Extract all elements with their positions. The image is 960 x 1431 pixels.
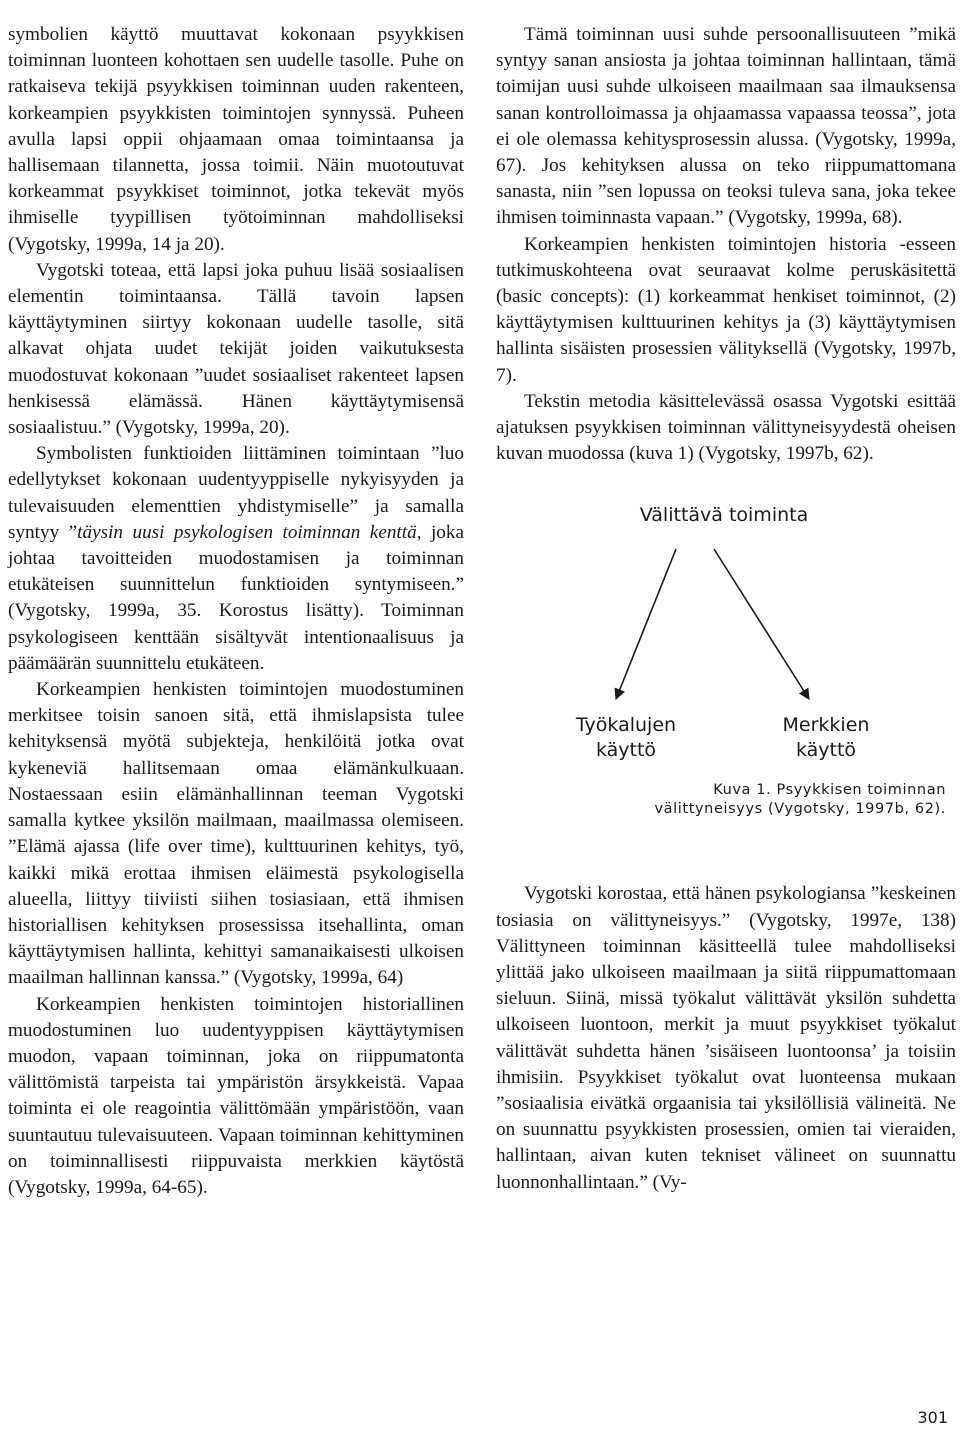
paragraph: Korkeampien henkisten toimintojen muodostuminen merkitsee toisin sanoen sitä, että ihmislapsista tulee kehityksensä myötä subjekteja, henkilöitä jotka ovat kykeneviä hallitsemaan omaa elämänkulkuaan. Nostaessaan esiin elämänhallinnan teeman Vygotski samalla kytkee yksilön mailmaan, maailmassa olemiseen. ”Elämä ajassa (life over time), kulttuurinen kehitys, työ, kaikki mikä erottaa ihmisen eläimestä psykologisella alueella, liittyy tiiviisti siihen tosiasiaan, että ihmisen historiallisen kehityksen prosessissa itsehallinta, oman käyttäytymisen hallinta, kehittyi samanaikaisesti ulkoisen maailman hallinnan kanssa.” (Vygotsky, 1999a, 64)	[8, 679, 464, 989]
paragraph-text: , joka johtaa tavoitteiden muodostamisen ja toiminnan etukäteisen suunnittelun funktioiden syntymiseen.” (Vygotsky, 1999a, 35. Korostus lisätty). Toiminnan psykologiseen kenttään sisältyvät intentionaalisuus ja päämäärän suunnittelu etukäteen.	[8, 521, 464, 674]
label-line: Työkalujen	[575, 714, 677, 737]
emphasis-text: täysin uusi psykologisen toiminnan kenttä	[77, 521, 417, 543]
figure-mediation-diagram	[496, 481, 956, 841]
diagram-top-label: Välittävä toiminta	[639, 504, 809, 527]
arrow-right	[714, 549, 809, 699]
label-line: käyttö	[795, 739, 857, 762]
paragraph: symbolien käyttö muuttavat kokonaan psyykkisen toiminnan luonteen kohottaen sen uudelle tasolle. Puhe on ratkaiseva tekijä psyykkisen toiminnan uuden rakenteen, korkeampien psyykkisten toimintojen synnyssä. Puheen avulla lapsi oppii ohjaamaan omaa toimintaansa ja hallisemaan tilannetta, jossa toimii. Näin muotoutuvat korkeammat psyykkiset toiminnot, jotka tekevät myös ihmiselle tyypillisen työtoiminnan mahdolliseksi (Vygotsky, 1999a, 14 ja 20).	[8, 24, 464, 255]
paragraph: Tekstin metodia käsittelevässä osassa Vygotski esittää ajatuksen psyykkisen toiminnan välittyneisyydestä oheisen kuvan muodossa (kuva 1) (Vygotsky, 1997b, 62).	[496, 390, 956, 465]
paragraph: Tämä toiminnan uusi suhde persoonallisuuteen ”mikä syntyy sanan ansiosta ja johtaa toiminnan hallintaan, tämä toimijan uusi suhde ulkoiseen maailmaan saa ilmauksensa sanan kontrolloimassa ja ohjaamassa vapaassa teossa”, jota ei ole olemassa kehitysprosessin alussa. (Vygotsky, 1999a, 67). Jos kehityksen alussa on teko riippumattomana sanasta, niin ”sen lopussa on teoksi tuleva sana, joka tekee ihmisen toiminnasta vapaan.” (Vygotsky, 1999a, 68).	[496, 24, 956, 229]
diagram-left-label	[546, 713, 706, 763]
left-column	[8, 22, 464, 1201]
paragraph: Korkeampien henkisten toimintojen historia -esseen tutkimuskohteena ovat seuraavat kolme peruskäsitettä (basic concepts): (1) korkeammat henkiset toiminnot, (2) käyttäytymisen kulttuurinen kehitys ja (3) käyttäytymisen hallinta sisäisten prosessien välityksellä (Vygotsky, 1997b, 7).	[496, 233, 956, 386]
caption-line: Kuva 1. Psyykkisen toiminnan	[713, 782, 946, 799]
diagram-right-label	[746, 713, 906, 763]
paragraph	[8, 441, 464, 677]
right-column	[496, 22, 956, 1196]
paragraph: Vygotski toteaa, että lapsi joka puhuu lisää sosiaalisen elementin toimintaansa. Tällä tavoin lapsen käyttäytyminen siirtyy kokonaan uudelle tasolle, sitä alkavat ohjata uudet tekijät joiden vaikutuksesta muodostuvat kokonaan ”uudet sosiaaliset rakenteet lapsen henkisessä elämässä. Hänen käyttäytymisensä sosiaalistuu.” (Vygotsky, 1999a, 20).	[8, 259, 464, 439]
label-line: Merkkien	[782, 714, 870, 737]
page-number: 301	[917, 1408, 948, 1427]
caption-line: välittyneisyys (Vygotsky, 1997b, 62).	[654, 801, 946, 818]
paragraph: Korkeampien henkisten toimintojen historiallinen muodostuminen luo uudentyyppisen käyttäytymisen muodon, vapaan toiminnan, joka on riippumatonta välittömistä tarpeista tai ympäristön ärsykkeistä. Vapaa toiminta ei ole reagointia välittömään ympäristöön, vaan suuntautuu tulevaisuuteen. Vapaan toiminnan kehittyminen on toiminnallisesti riippuvaista merkkien käytöstä (Vygotsky, 1999a, 64-65).	[8, 993, 464, 1198]
label-line: käyttö	[595, 739, 657, 762]
paragraph-text: Symbolisten funktioiden liittäminen toimintaan ”luo edellytykset kokonaan uudentyyppiselle nykyisyyden ja tulevaisuuden elementtien yhdistymiselle” ja samalla syntyy ”	[8, 443, 464, 543]
figure-caption	[576, 781, 946, 819]
arrow-left	[616, 549, 676, 699]
paragraph: Vygotski korostaa, että hänen psykologiansa ”keskeinen tosiasia on välittyneisyys.” (Vygotsky, 1997e, 138) Välittyneen toiminnan käsitteellä tulee mahdolliseksi ylittää jako ulkoiseen maailmaan ja siitä riippumattomaan sieluun. Siinä, missä työkalut välittävät yksilön suhdetta ulkoiseen luontoon, merkit ja muut psyykkiset työkalut välittävät suhdetta hänen ’sisäiseen luontoonsa’ ja toisiin ihmisiin. Psyykkiset työkalut ovat luonteensa mukaan ”sosiaalisia eivätkä orgaanisia tai yksilöllisiä välineitä. Ne on suunnattu psyykkisten prosessien, omien tai vieraiden, hallintaan, aivan kuten tekniset välineet on suunnattu luonnonhallintaan.” (Vy-	[496, 883, 956, 1193]
